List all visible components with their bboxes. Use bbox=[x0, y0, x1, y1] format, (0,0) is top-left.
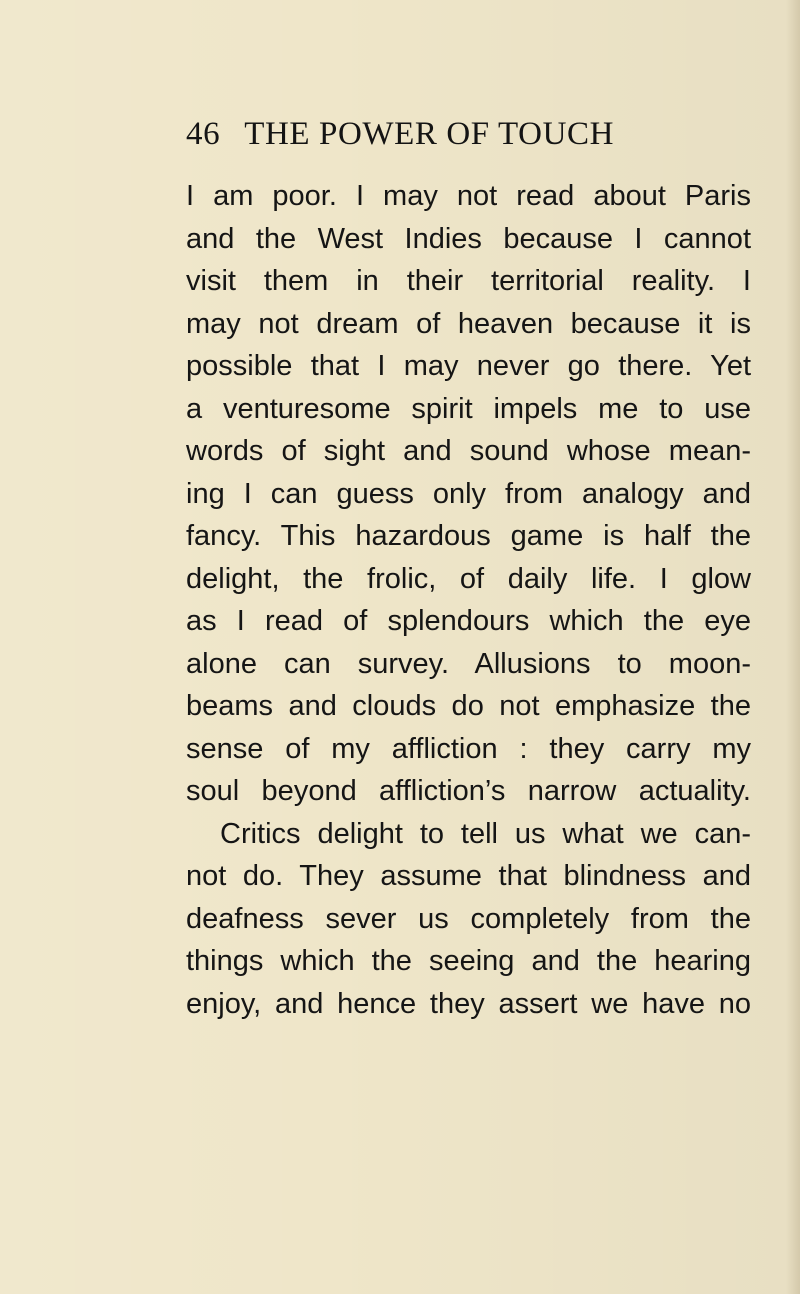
page-number: 46 bbox=[186, 116, 221, 152]
body-text bbox=[186, 175, 751, 1025]
text-line: Critics delight to tell us what we can- bbox=[220, 817, 751, 850]
text-line: delight, the frolic, of daily life. I glow bbox=[186, 562, 751, 595]
text-line: I am poor. I may not read about Paris bbox=[186, 180, 751, 212]
text-line: things which the seeing and the hearing bbox=[186, 945, 751, 977]
text-line: soul beyond affliction’s narrow actuality. bbox=[186, 775, 751, 807]
text-line: words of sight and sound whose mean- bbox=[186, 435, 751, 467]
text-line: beams and clouds do not emphasize the bbox=[186, 690, 751, 722]
text-line: ing I can guess only from analogy and bbox=[186, 477, 751, 510]
text-line: may not dream of heaven because it is bbox=[186, 307, 751, 340]
page-header bbox=[186, 114, 614, 154]
text-line: visit them in their territorial reality. I bbox=[186, 265, 751, 297]
text-line: and the West Indies because I cannot bbox=[186, 222, 751, 255]
text-line: alone can survey. Allusions to moon- bbox=[186, 647, 751, 680]
text-line: not do. They assume that blindness and bbox=[186, 860, 751, 892]
text-line: sense of my affliction : they carry my bbox=[186, 732, 751, 765]
text-line: deafness sever us completely from the bbox=[186, 902, 751, 935]
text-line: a venturesome spirit impels me to use bbox=[186, 392, 751, 425]
running-title: THE POWER OF TOUCH bbox=[244, 116, 615, 152]
text-line: fancy. This hazardous game is half the bbox=[186, 520, 751, 552]
text-line: enjoy, and hence they assert we have no bbox=[186, 987, 751, 1020]
text-line: possible that I may never go there. Yet bbox=[186, 350, 751, 382]
text-line: as I read of splendours which the eye bbox=[186, 605, 751, 637]
page-edge-shadow bbox=[786, 0, 800, 1294]
